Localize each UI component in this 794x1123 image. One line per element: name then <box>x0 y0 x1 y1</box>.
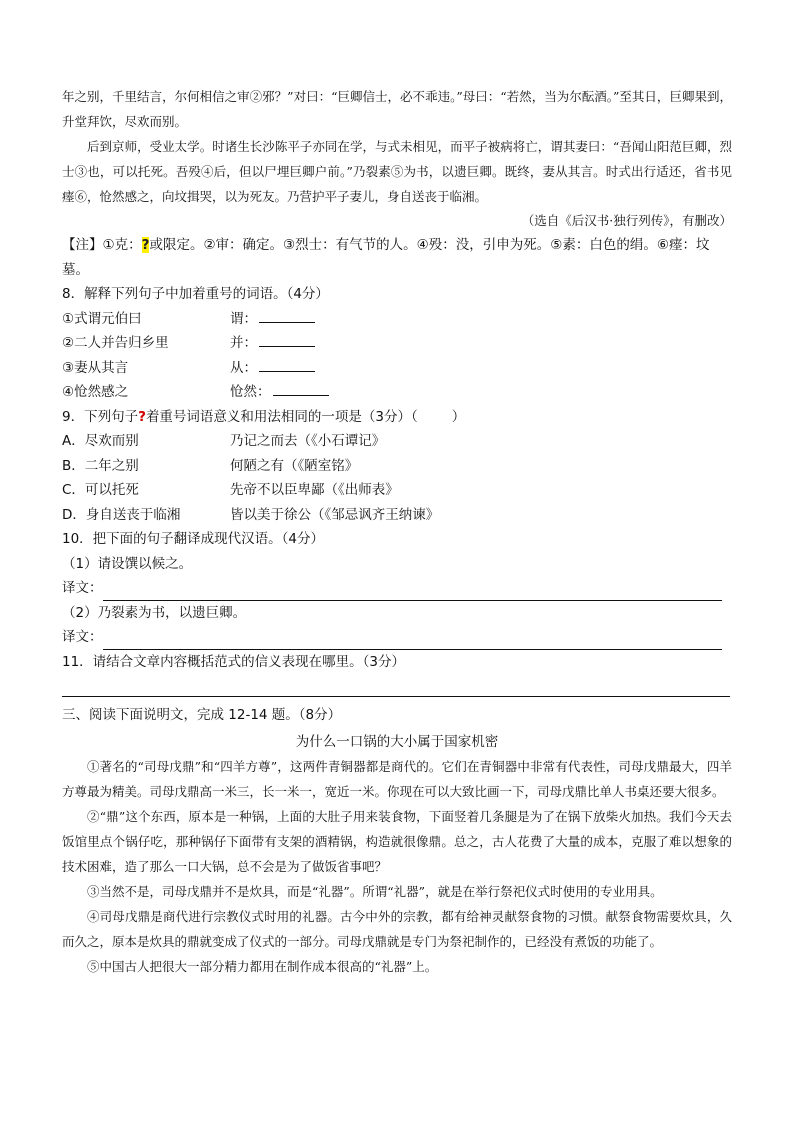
q8-sentence: ③妻从其言 <box>62 359 129 376</box>
q8-sentence: ②二人并告归乡里 <box>62 335 169 351</box>
q10-sentence-2: （2）乃裂素为书，以遗巨卿。 <box>62 604 247 621</box>
article-title: 为什么一口锅的大小属于国家机密 <box>295 733 499 750</box>
option-right: 先帝不以臣卑鄙（《出师表》 <box>230 482 399 498</box>
q8-item-2 <box>62 331 732 356</box>
answer-blank[interactable] <box>259 356 315 372</box>
option-left: A．尽欢而别 <box>62 433 139 449</box>
note-body: 或限定。②审：确定。③烈士：有气节的人。④殁：没，引申为死。⑤素：白色的绢。⑥瘗：坟墓。 <box>62 237 710 278</box>
article-paragraph-2: ②“鼎”这个东西，原本是一种锅，上面的大肚子用来装食物，下面竖着几条腿是为了在锅下放柴火加热。我们今天去饭馆里点个锅仔吃，那种锅仔下面带有支架的酒精锅，构造就很像鼎。总之，古人花费了大量的成本，克服了难以想象的技术困难，造了那么一口大锅，总不会是为了做饭省事吧？ <box>62 808 732 874</box>
q8-item-1 <box>62 307 732 332</box>
option-right: 皆以美于徐公（《邹忌讽齐王纳谏》 <box>230 506 440 523</box>
option-left: B．二年之别 <box>62 457 139 474</box>
article-paragraph-4: ④司母戊鼎是商代进行宗教仪式时用的礼器。古今中外的宗教，都有给神灵献祭食物的习惯。献祭食物需要炊具，久而久之，原本是炊具的鼎就变成了仪式的一部分。司母戊鼎就是专门为祭祀制作的，已经没有煮饭的功能了。 <box>62 908 732 949</box>
answer-blank[interactable] <box>273 380 329 396</box>
article-paragraph-5: ⑤中国古人把很大一部分精力都用在制作成本很高的“礼器”上。 <box>87 958 438 974</box>
question-10-stem: 10．把下面的句子翻译成现代汉语。（4分） <box>62 531 325 547</box>
q9-option-b <box>62 454 732 479</box>
note-prefix: 【注】①克： <box>62 237 142 253</box>
unknown-glyph-icon: ? <box>141 237 150 253</box>
translation-line[interactable] <box>103 583 723 601</box>
answer-blank[interactable] <box>259 307 315 323</box>
question-8-stem: 8．解释下列句子中加着重号的词语。（4分） <box>62 286 329 302</box>
option-right: 何陋之有（《陋室铭》 <box>230 457 359 474</box>
section-3-heading: 三、阅读下面说明文，完成 12-14 题。（8分） <box>62 707 342 723</box>
translation-line[interactable] <box>103 632 723 650</box>
translation-label: 译文： <box>62 629 103 645</box>
q10-sentence-1: （1）请设馔以候之。 <box>62 555 193 572</box>
q8-item-3 <box>62 356 732 381</box>
question-11-stem: 11．请结合文章内容概括范式的信义表现在哪里。（3分） <box>62 653 406 670</box>
answer-blank[interactable] <box>259 331 315 347</box>
q11-answer-line[interactable] <box>62 674 730 697</box>
q9-stem-part-c: ） <box>451 408 466 425</box>
q9-option-c <box>62 478 732 503</box>
question-9-stem <box>62 405 732 430</box>
unknown-glyph-icon: ? <box>138 408 146 425</box>
q9-option-a <box>62 429 732 454</box>
article-paragraph-3: ③当然不是，司母戊鼎并不是炊具，而是“礼器”。所谓“礼器”，就是在举行祭祀仪式时使用的专业用具。 <box>87 883 663 899</box>
exam-page <box>62 84 732 979</box>
q9-stem-part-a: 9．下列句子 <box>62 408 139 425</box>
q9-stem-part-b: 着重号词语意义和用法相同的一项是（3分）（ <box>145 408 418 425</box>
option-right: 乃记之而去（《小石谭记》 <box>230 433 386 449</box>
q8-word: 怆然： <box>230 384 271 400</box>
option-left: D．身自送丧于临湘 <box>62 506 181 523</box>
q10-answer-2 <box>62 625 732 650</box>
q8-word: 谓： <box>230 310 257 327</box>
q8-item-4 <box>62 380 732 405</box>
q8-sentence: ①式谓元伯曰 <box>62 310 142 327</box>
article-paragraph-1: ①著名的“司母戊鼎”和“四羊方尊”，这两件青铜器都是商代的。它们在青铜器中非常有代表性，司母戊鼎最大，四羊方尊最为精美。司母戊鼎高一米三，长一米一，宽近一米。你现在可以大致比画一下，司母戊鼎比单人书桌还要大很多。 <box>62 758 732 799</box>
passage-source: （选自《后汉书·独行列传》，有删改） <box>521 213 732 228</box>
passage-paragraph-1: 年之别，千里结言，尔何相信之审②邪？”对曰：“巨卿信士，必不乖违。”母曰：“若然，当为尔酝酒。”至其日，巨卿果到，升堂拜饮，尽欢而别。 <box>62 89 732 129</box>
option-left: C．可以托死 <box>62 482 139 498</box>
translation-label: 译文： <box>62 580 103 596</box>
q9-option-d <box>62 503 732 528</box>
annotation-note <box>62 233 732 282</box>
q8-word: 从： <box>230 359 257 376</box>
passage-paragraph-2: 后到京师，受业太学。时诸生长沙陈平子亦同在学，与式未相见，而平子被病将亡，谓其妻曰：“吾闻山阳范巨卿，烈士③也，可以托死。吾殁④后，但以尸埋巨卿户前。”乃裂素⑤为书，以遗巨卿。既终，妻从其言。时式出行适还，省书见瘗⑥，怆然感之，向坟揖哭，以为死友。乃营护平子妻儿，身自送丧于临湘。 <box>62 139 732 204</box>
q10-answer-1 <box>62 576 732 601</box>
q8-sentence: ④怆然感之 <box>62 384 129 400</box>
q8-word: 并： <box>230 335 257 351</box>
